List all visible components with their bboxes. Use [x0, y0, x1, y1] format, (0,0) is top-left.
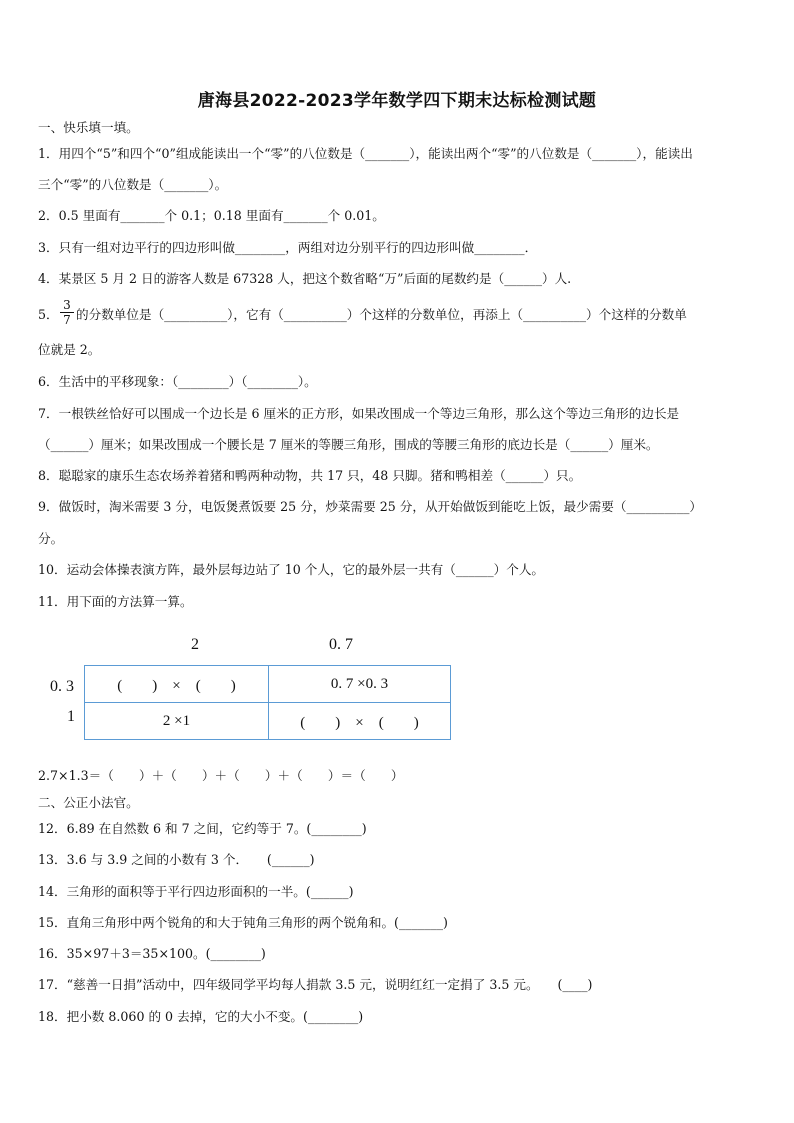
- question-10: 10．运动会体操表演方阵，最外层每边站了 10 个人，它的最外层一共有（______）个人。: [38, 562, 545, 577]
- grid-cell-product-2: 2 ×1: [85, 703, 269, 740]
- section-2-heading: 二、公正小法官。: [38, 795, 139, 810]
- question-13: 13．3.6 与 3.9 之间的小数有 3 个． (______): [38, 852, 315, 867]
- multiplication-grid: [84, 665, 451, 740]
- question-1-line-2: 三个“零”的八位数是（_______）。: [38, 177, 228, 192]
- grid-side-bottom-label: 1: [67, 708, 75, 725]
- grid-top-right-label: 0. 7: [329, 636, 353, 653]
- question-4: 4．某景区 5 月 2 日的游客人数是 67328 人，把这个数省略“万”后面的尾数约是（______）人.: [38, 271, 572, 286]
- question-16: 16．35×97＋3＝35×100。(________): [38, 946, 266, 961]
- question-12: 12．6.89 在自然数 6 和 7 之间，它约等于 7。(________): [38, 821, 367, 836]
- fraction-numerator: 3: [60, 298, 74, 313]
- question-11-sum: 2.7×1.3＝（ ）＋（ ）＋（ ）＋（ ）＝（ ）: [38, 768, 404, 783]
- question-7-line-2: （______）厘米；如果改围成一个腰长是 7 厘米的等腰三角形，围成的等腰三角形的底边长是（______）厘米。: [38, 437, 659, 452]
- question-11: 11．用下面的方法算一算。: [38, 594, 193, 609]
- question-9-line-1: 9．做饭时，淘米需要 3 分，电饭煲煮饭要 25 分，炒菜需要 25 分，从开始做饭到能吃上饭，最少需要（__________）: [38, 499, 703, 514]
- question-7-line-1: 7．一根铁丝恰好可以围成一个边长是 6 厘米的正方形，如果改围成一个等边三角形，那么这个等边三角形的边长是: [38, 406, 680, 421]
- question-2: 2．0.5 里面有_______个 0.1；0.18 里面有_______个 0.01。: [38, 208, 385, 223]
- question-17: 17．“慈善一日捐”活动中，四年级同学平均每人捐款 3.5 元，说明红红一定捐了 3.5 元。 (____): [38, 977, 593, 992]
- question-18: 18．把小数 8.060 的 0 去掉，它的大小不变。(________): [38, 1009, 364, 1024]
- question-15: 15．直角三角形中两个锐角的和大于钝角三角形的两个锐角和。(_______): [38, 915, 448, 930]
- question-9-line-2: 分。: [38, 531, 64, 546]
- section-1-heading: 一、快乐填一填。: [38, 120, 139, 135]
- question-14: 14．三角形的面积等于平行四边形面积的一半。(______): [38, 884, 354, 899]
- grid-cell-blank-product-2: ( ) × ( ): [269, 703, 451, 740]
- page-title: 唐海县2022-2023学年数学四下期末达标检测试题: [197, 91, 597, 111]
- fraction-denominator: 7: [63, 313, 71, 327]
- question-8: 8．聪聪家的康乐生态农场养着猪和鸭两种动物，共 17 只，48 只脚。猪和鸭相差（______）只。: [38, 468, 582, 483]
- question-3: 3．只有一组对边平行的四边形叫做________，两组对边分别平行的四边形叫做________．: [38, 240, 538, 255]
- fraction-three-sevenths: [60, 298, 74, 327]
- question-1-line-1: 1．用四个“5”和四个“0”组成能读出一个“零”的八位数是（_______），能读出两个“零”的八位数是（_______），能读出: [38, 146, 693, 161]
- question-5-line-2: 位就是 2。: [38, 342, 101, 357]
- grid-side-top-label: 0. 3: [50, 678, 74, 695]
- question-5-line-1: 的分数单位是（__________），它有（__________）个这样的分数单位，再添上（__________）个这样的分数单: [76, 307, 687, 322]
- grid-cell-product-1: 0. 7 ×0. 3: [269, 666, 451, 703]
- grid-cell-blank-product-1: ( ) × ( ): [85, 666, 269, 703]
- question-6: 6．生活中的平移现象：（________）（________）。: [38, 374, 317, 389]
- question-5-number: 5．: [38, 307, 59, 322]
- grid-top-left-label: 2: [191, 636, 199, 653]
